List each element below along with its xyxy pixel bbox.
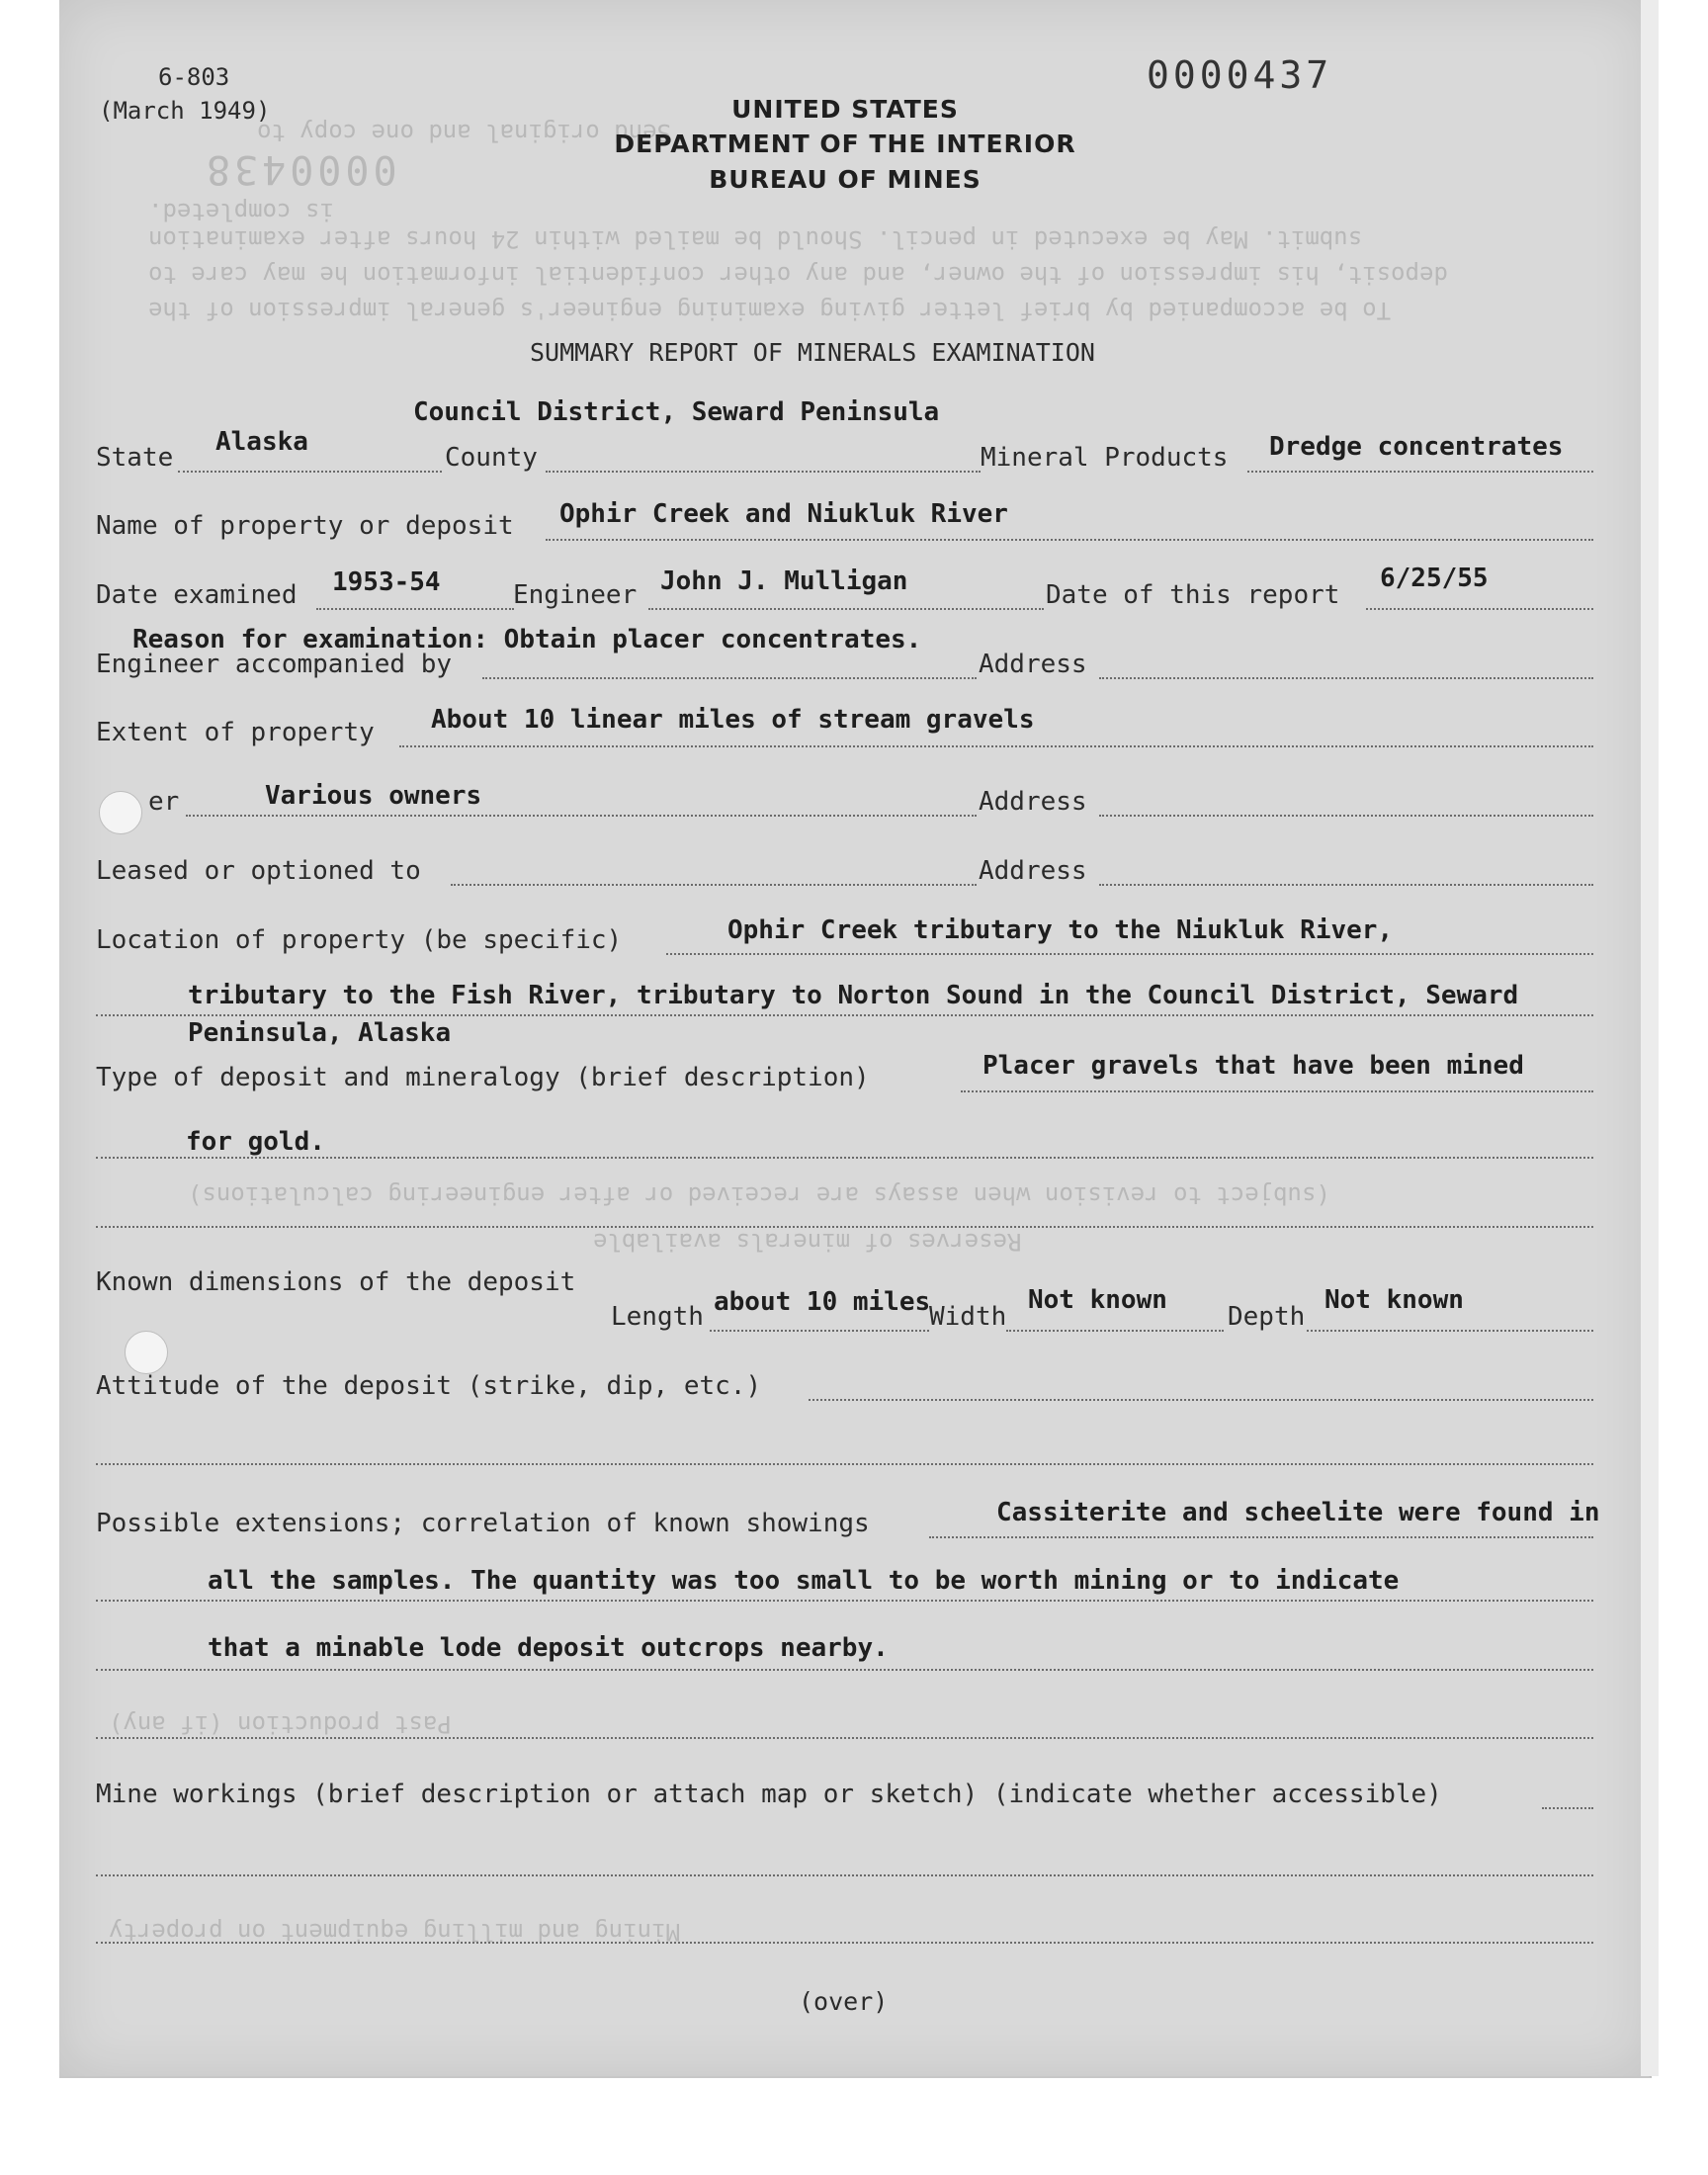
extensions-value-line-2: all the samples. The quantity was too small to be worth mining or to indicate (208, 1566, 1400, 1596)
address-line (1099, 677, 1593, 679)
extensions-value-line-1: Cassiterite and scheelite were found in (996, 1498, 1600, 1527)
bleed-through-text: To be accompanied by brief letter giving examining engineer's general impression of the (148, 297, 1392, 324)
agency-line-2: DEPARTMENT OF THE INTERIOR (614, 130, 1076, 158)
bleed-through-text: submit. May be executed in pencil. Should be mailed within 24 hours after examination (148, 225, 1363, 253)
paper-edge (1641, 0, 1659, 2076)
address-line (1099, 815, 1593, 817)
attitude-line-2 (96, 1463, 1593, 1465)
length-value: about 10 miles (714, 1287, 931, 1317)
punch-hole (99, 791, 142, 834)
attitude-label: Attitude of the deposit (strike, dip, etc.) (96, 1371, 762, 1401)
location-line (666, 953, 1593, 955)
state-value: Alaska (215, 427, 308, 457)
leased-label: Leased or optioned to (96, 856, 421, 886)
width-line (1006, 1330, 1224, 1332)
punch-hole (125, 1331, 168, 1374)
mine-workings-line-2 (96, 1874, 1593, 1876)
agency-line-3: BUREAU OF MINES (709, 165, 982, 194)
mineral-products-value: Dredge concentrates (1269, 432, 1564, 462)
deposit-type-value-line-2: for gold. (186, 1127, 325, 1157)
deposit-type-line (961, 1090, 1593, 1092)
state-line (178, 471, 442, 473)
length-label: Length (611, 1302, 704, 1332)
attitude-line (809, 1399, 1593, 1401)
bleed-through-text: Past production (if any) (109, 1710, 452, 1738)
location-value-line-2: tributary to the Fish River, tributary to Norton Sound in the Council District, Seward (188, 981, 1519, 1010)
deposit-type-label: Type of deposit and mineralogy (brief description) (96, 1063, 870, 1092)
width-label: Width (929, 1302, 1007, 1332)
document-stamp-number: 0000437 (1147, 53, 1333, 97)
extensions-line-4 (96, 1737, 1593, 1739)
location-label: Location of property (be specific) (96, 925, 623, 955)
report-date-label: Date of this report (1046, 580, 1340, 610)
extent-value: About 10 linear miles of stream gravels (431, 705, 1035, 735)
report-date-value: 6/25/55 (1380, 564, 1489, 593)
engineer-line (648, 608, 1044, 610)
bleed-through-text: (subject to revision when assays are received or after engineering calculations) (188, 1181, 1330, 1209)
property-name-value: Ophir Creek and Niukluk River (559, 499, 1008, 529)
agency-line-1: UNITED STATES (731, 95, 959, 124)
bleed-through-text: Mining and milling equipment on property (109, 1918, 680, 1946)
location-value-line-1: Ophir Creek tributary to the Niukluk River, (727, 915, 1394, 945)
deposit-type-value-line-1: Placer gravels that have been mined (982, 1051, 1524, 1081)
date-examined-label: Date examined (96, 580, 298, 610)
depth-label: Depth (1228, 1302, 1306, 1332)
mineral-products-line (1247, 471, 1593, 473)
bleed-through-text: deposit, his impression of the owner, and any other confidential information he may care to (148, 261, 1448, 289)
owner-value: Various owners (265, 781, 482, 811)
extent-label: Extent of property (96, 718, 375, 747)
mineral-products-label: Mineral Products (981, 443, 1229, 473)
date-examined-line (316, 608, 514, 610)
engineer-accompanied-line (482, 677, 977, 679)
county-line (546, 471, 981, 473)
form-revision-date: (March 1949) (99, 97, 271, 125)
form-number: 6-803 (158, 63, 230, 91)
location-line-2 (96, 1014, 1593, 1016)
deposit-type-line-2 (96, 1157, 1593, 1159)
mine-workings-line (1542, 1807, 1593, 1809)
dimensions-label: Known dimensions of the deposit (96, 1267, 576, 1297)
extensions-line (929, 1536, 1593, 1538)
engineer-accompanied-label: Engineer accompanied by (96, 650, 453, 679)
page-footer: (over) (799, 1987, 889, 2016)
extent-line (399, 745, 1593, 747)
date-examined-value: 1953-54 (332, 567, 441, 597)
bleed-through-text: is completed. (148, 198, 334, 225)
depth-value: Not known (1324, 1285, 1464, 1315)
address-label: Address (979, 856, 1087, 886)
owner-label: er (148, 787, 180, 817)
mine-workings-line-3 (96, 1942, 1593, 1944)
extensions-label: Possible extensions; correlation of known showings (96, 1509, 870, 1538)
extensions-line-3 (96, 1669, 1593, 1671)
reason-for-examination: Reason for examination: Obtain placer concentrates. (132, 625, 922, 654)
address-label: Address (979, 787, 1087, 817)
location-value-line-3: Peninsula, Alaska (188, 1018, 452, 1048)
engineer-label: Engineer (513, 580, 638, 610)
leased-line (451, 884, 977, 886)
form-title: SUMMARY REPORT OF MINERALS EXAMINATION (530, 338, 1095, 367)
bleed-through-text: Reserves of minerals available (593, 1228, 1022, 1256)
county-label: County (445, 443, 538, 473)
extensions-line-2 (96, 1600, 1593, 1602)
owner-line (186, 815, 977, 817)
county-note: Council District, Seward Peninsula (413, 397, 940, 427)
mine-workings-label: Mine workings (brief description or attach map or sketch) (indicate whether accessible) (96, 1780, 1442, 1809)
property-name-line (546, 539, 1593, 541)
state-label: State (96, 443, 174, 473)
deposit-type-line-3 (96, 1226, 1593, 1228)
depth-line (1307, 1330, 1593, 1332)
address-line (1099, 884, 1593, 886)
property-name-label: Name of property or deposit (96, 511, 514, 541)
bleed-through-text: Send original and one copy to (257, 119, 672, 146)
bleed-through-stamp: 0000438 (203, 146, 397, 192)
address-label: Address (979, 650, 1087, 679)
engineer-value: John J. Mulligan (660, 566, 908, 596)
report-date-line (1366, 608, 1593, 610)
length-line (710, 1330, 929, 1332)
width-value: Not known (1028, 1285, 1167, 1315)
extensions-value-line-3: that a minable lode deposit outcrops nearby. (208, 1633, 889, 1663)
